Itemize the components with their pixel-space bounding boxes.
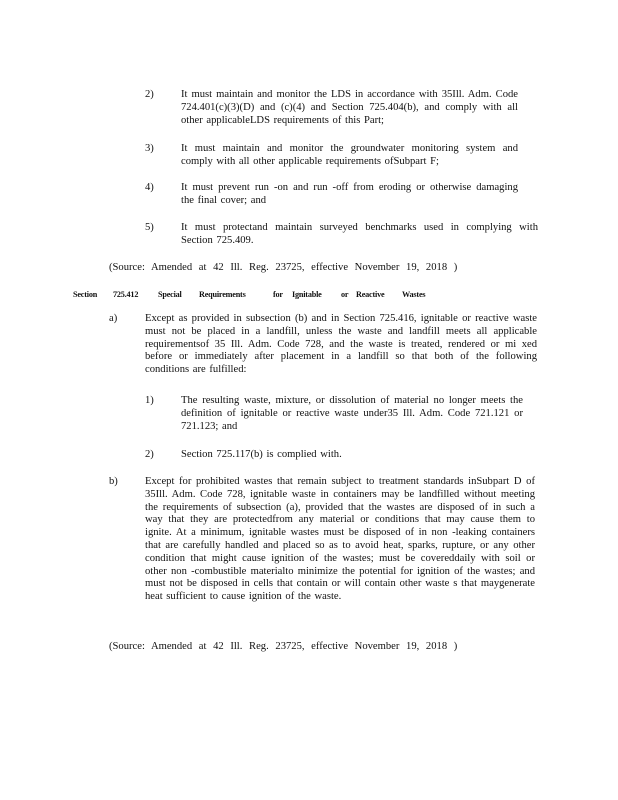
heading-section-number: 725.412: [113, 290, 139, 299]
heading-section-label: Section: [73, 290, 98, 299]
heading-word: Special: [158, 290, 182, 299]
subsection-b-text: Except for prohibited wastes that remain subject to treatment standards inSubpart D of 35Ill. Adm. Code 728, ignitable waste in containers may be landfilled without meeting the requirements of subsection (a), provided that the wastes are disposed of in such a way that they are protectedfrom any material or conditions that may cause them to ignite. At a minimum, ignitable wastes must be disposed of in non -leaking containers that are carefully handled and placed so as to avoid heat, sparks, rupture, or any other condition that might cause ignition of the wastes; must be covereddaily with soil or other non -combustible materialto minimize the potential for ignition of the wastes; and must not be disposed in cells that contain or will contain other waste s that maygenerate heat sufficient to cause ignition of the waste.: [145, 476, 535, 603]
item-4-text: It must prevent run -on and run -off from eroding or otherwise damaging the final cover; and: [181, 182, 518, 206]
item-5-text: It must protectand maintain surveyed benchmarks used in complying with Section 725.409.: [181, 222, 538, 246]
subsection-b-label: b): [109, 476, 118, 487]
subitem-2-number: 2): [145, 449, 154, 460]
subitem-1-text: The resulting waste, mixture, or dissolution of material no longer meets the definition of ignitable or reactive waste under35 Ill. Adm. Code 721.121 or 721.123; and: [181, 395, 523, 432]
heading-word: Ignitable: [292, 290, 322, 299]
source-note: (Source: Amended at 42 Ill. Reg. 23725, effective November 19, 2018 ): [109, 262, 458, 273]
subsection-a-text: Except as provided in subsection (b) and in Section 725.416, ignitable or reactive waste must not be placed in a landfill, unless the waste and landfill meets all applicable requirementsof 35 Ill. Adm. Code 728, and the waste is treated, rendered or mi xed before or immediately after placement in a landfill so that both of the following conditions are fulfilled:: [145, 313, 537, 376]
subsection-a-label: a): [109, 313, 118, 324]
item-2-number: 2): [145, 89, 154, 100]
heading-word: for: [273, 290, 283, 299]
heading-word: Requirements: [199, 290, 246, 299]
item-4-number: 4): [145, 182, 154, 193]
item-5-number: 5): [145, 222, 154, 233]
heading-word: Reactive: [356, 290, 385, 299]
heading-word: Wastes: [402, 290, 426, 299]
heading-word: or: [341, 290, 349, 299]
source-note: (Source: Amended at 42 Ill. Reg. 23725, effective November 19, 2018 ): [109, 641, 458, 652]
section-heading: [0, 289, 618, 301]
subitem-1-number: 1): [145, 395, 154, 406]
item-2-text: It must maintain and monitor the LDS in accordance with 35Ill. Adm. Code 724.401(c)(3)(D) and (c)(4) and Section 725.404(b), and comply with all other applicableLDS requirements of this Part;: [181, 89, 518, 126]
item-3-number: 3): [145, 143, 154, 154]
subitem-2-text: Section 725.117(b) is complied with.: [181, 449, 342, 460]
item-3-text: It must maintain and monitor the groundwater monitoring system and comply with all other applicable requirements ofSubpart F;: [181, 143, 518, 167]
